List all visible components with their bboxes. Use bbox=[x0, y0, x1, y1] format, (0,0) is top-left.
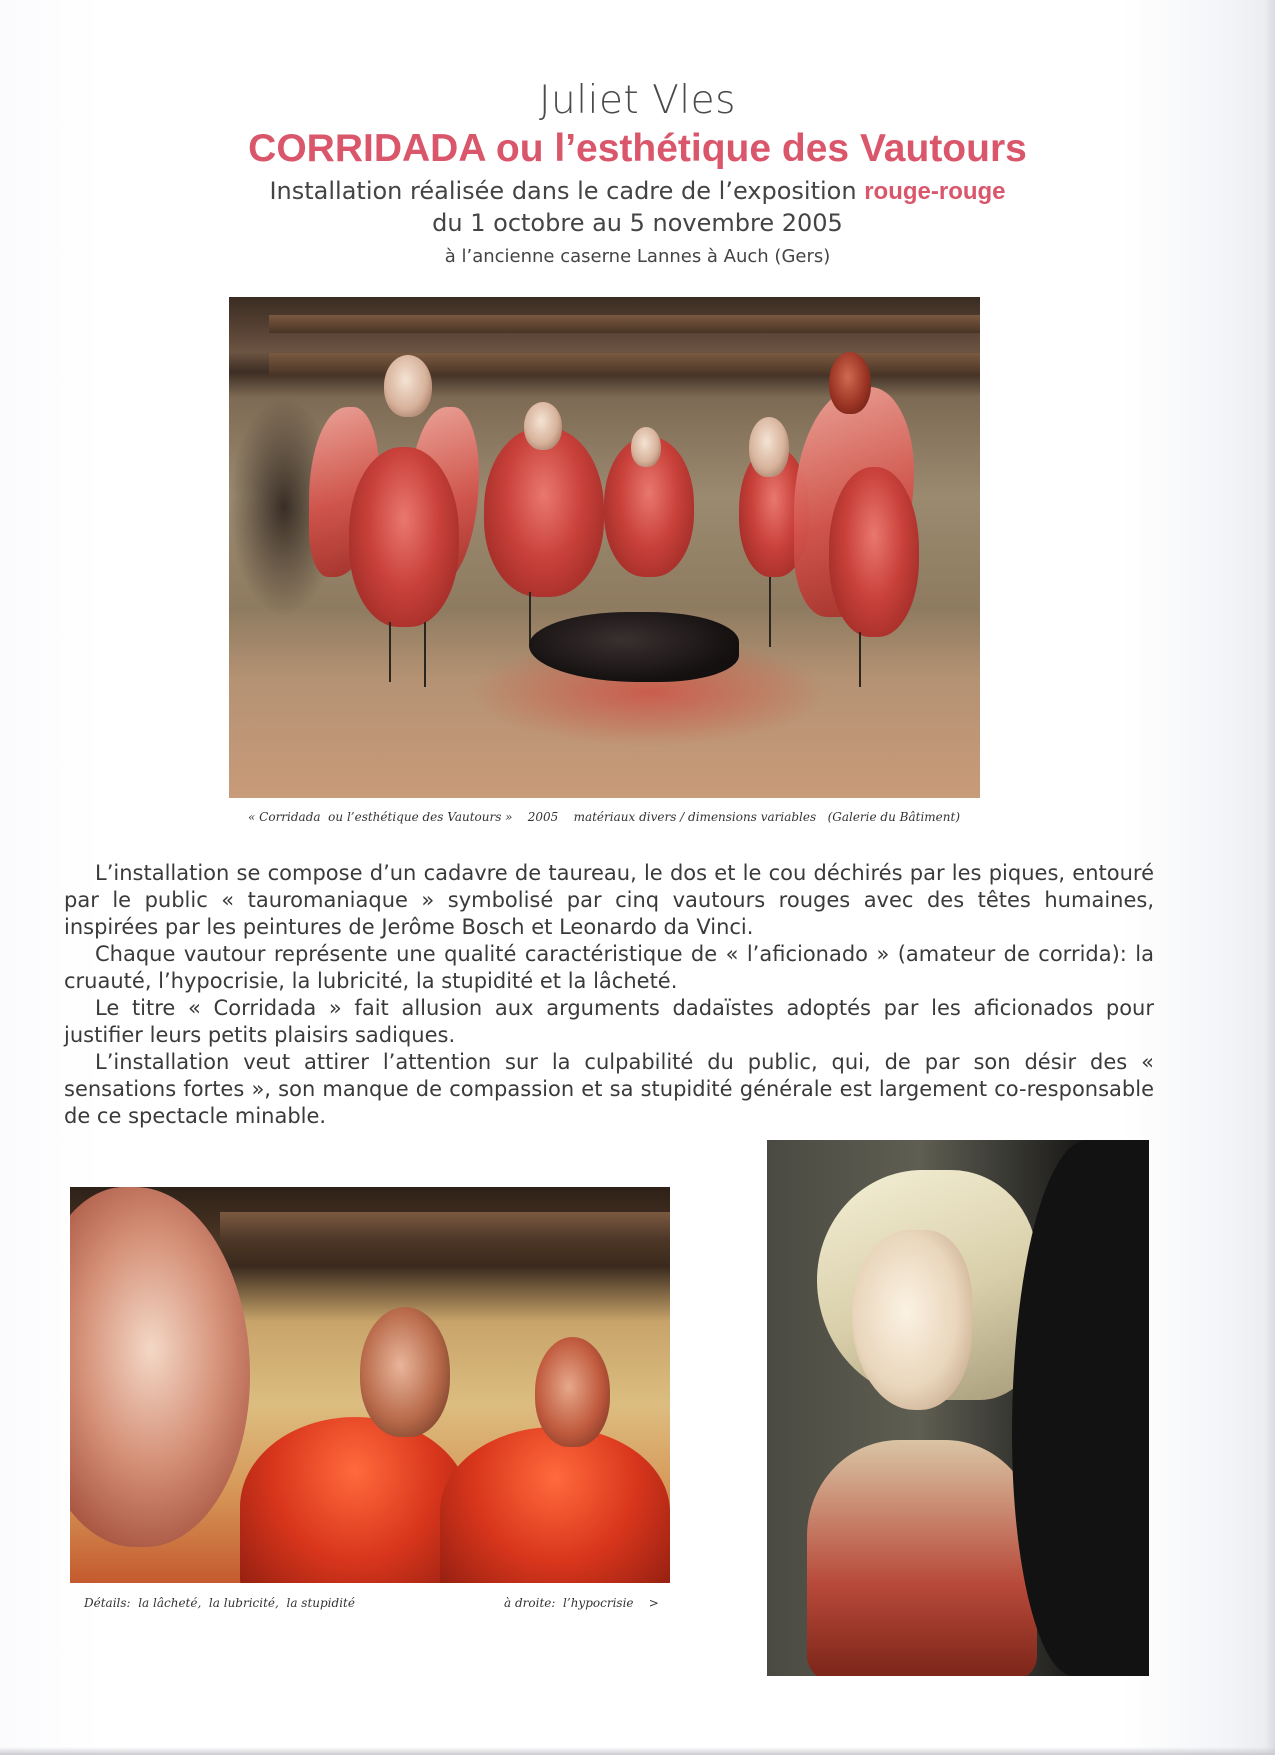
vulture-head bbox=[535, 1337, 610, 1447]
paragraph: Le titre « Corridada » fait allusion aux arguments dadaïstes adoptés par les aficionados pour justifier leurs petits plaisirs sadiques. bbox=[64, 996, 1154, 1047]
right-photo-caption: à droite: l’hypocrisie > bbox=[504, 1596, 659, 1610]
installation-subtitle bbox=[0, 177, 1275, 206]
author-name: Juliet Vles bbox=[539, 78, 736, 123]
scan-edge bbox=[1265, 0, 1275, 1755]
vulture-head bbox=[360, 1307, 450, 1437]
ceiling-beam bbox=[269, 315, 980, 333]
description-text bbox=[64, 860, 1154, 1130]
vulture-head bbox=[384, 355, 432, 417]
exhibition-dates: du 1 octobre au 5 novembre 2005 bbox=[432, 209, 843, 237]
ceiling-beam bbox=[220, 1212, 670, 1242]
dark-profile-silhouette bbox=[1012, 1140, 1149, 1676]
ceiling-beam bbox=[269, 353, 980, 375]
vulture-robe bbox=[807, 1440, 1037, 1676]
vulture-leg bbox=[424, 622, 426, 687]
exhibition-venue: à l’ancienne caserne Lannes à Auch (Gers) bbox=[444, 246, 831, 267]
main-photo-caption: « Corridada ou l’esthétique des Vautours » 2005 matériaux divers / dimensions variables (Galerie du Bâtiment) bbox=[248, 810, 960, 824]
detail-photo-left bbox=[70, 1187, 670, 1583]
paragraph: Chaque vautour représente une qualité caractéristique de « l’aficionado » (amateur de corrida): la cruauté, l’hypocrisie, la lubricité, la stupidité et la lâcheté. bbox=[64, 942, 1154, 993]
vulture-figure bbox=[829, 467, 919, 637]
vulture-robe bbox=[440, 1427, 670, 1583]
vulture-leg bbox=[769, 577, 771, 647]
paragraph: L’installation se compose d’un cadavre de taureau, le dos et le cou déchirés par les piques, entouré par le public « tauromaniaque » symbolisé par cinq vautours rouges avec des têtes humaines, inspirées par les peintures de Jerôme Bosch et Leonardo da Vinci. bbox=[64, 861, 1154, 939]
vulture-robe bbox=[240, 1417, 470, 1583]
scan-edge bbox=[0, 1747, 1275, 1755]
paragraph: L’installation veut attirer l’attention sur la culpabilité du public, qui, de par son désir des « sensations fortes », son manque de compassion et sa stupidité générale est largement co-responsable de ce spectacle minable. bbox=[64, 1050, 1154, 1128]
details-caption: Détails: la lâcheté, la lubricité, la stupidité bbox=[84, 1596, 355, 1610]
vulture-figure bbox=[349, 447, 459, 627]
installation-photo bbox=[229, 297, 980, 798]
subtitle-prefix: Installation réalisée dans le cadre de l’exposition bbox=[269, 177, 865, 205]
vulture-head bbox=[631, 427, 661, 467]
vulture-head bbox=[524, 402, 562, 450]
exhibition-name: rouge-rouge bbox=[864, 178, 1006, 205]
detail-photo-right bbox=[767, 1140, 1149, 1676]
vulture-leg bbox=[859, 632, 861, 687]
work-title: CORRIDADA ou l’esthétique des Vautours bbox=[248, 127, 1027, 170]
hypocrisy-face bbox=[852, 1230, 972, 1410]
vulture-figure bbox=[484, 427, 604, 597]
vulture-leg bbox=[389, 622, 391, 682]
vulture-head bbox=[829, 352, 871, 414]
vulture-head bbox=[749, 417, 789, 477]
